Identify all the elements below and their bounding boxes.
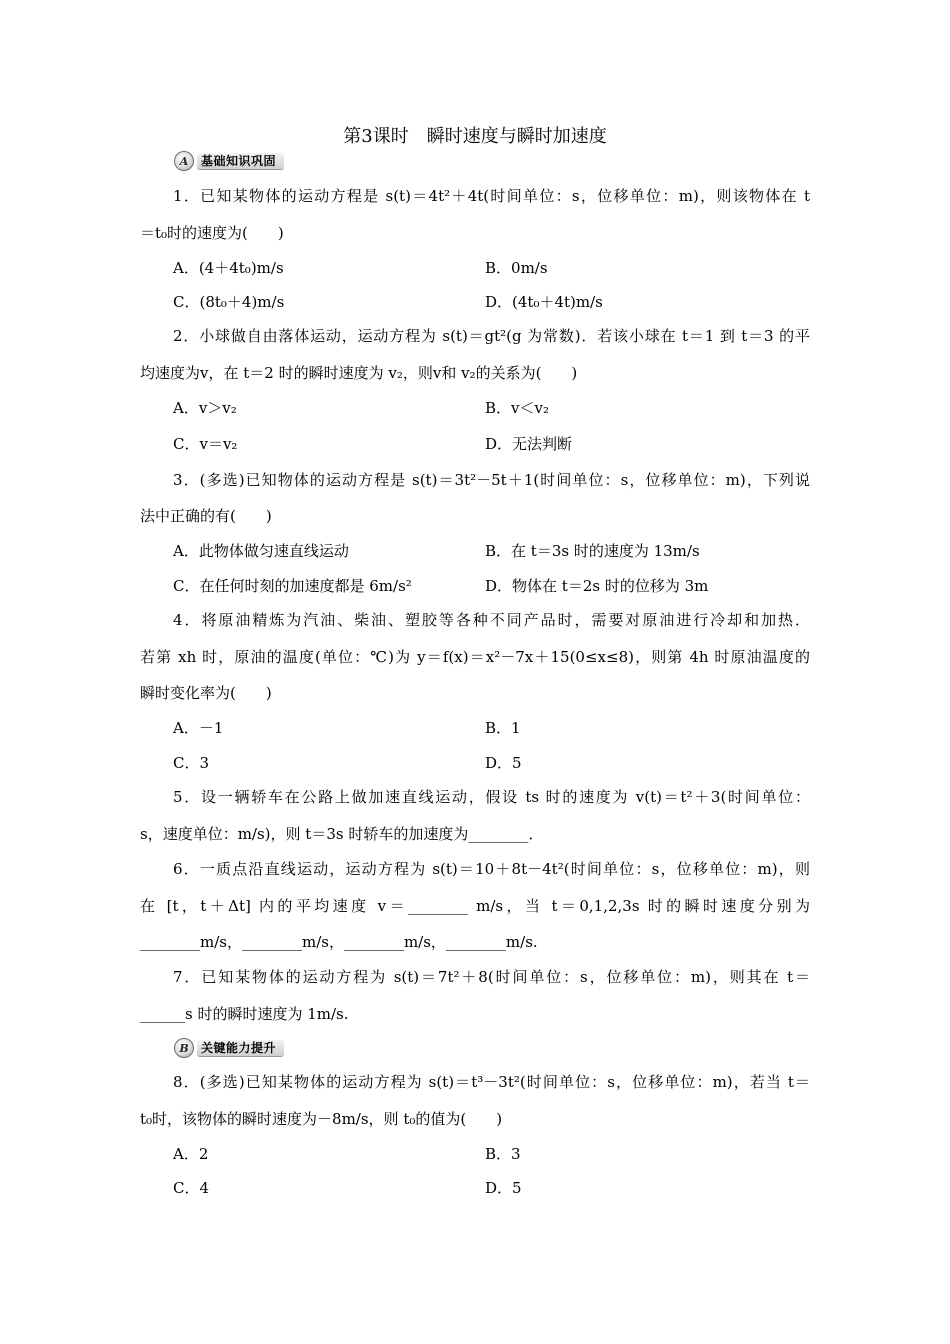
question-8-line-2: t₀时，该物体的瞬时速度为－8m/s，则 t₀的值为( ) xyxy=(140,1110,503,1128)
section-badge-basic xyxy=(174,151,292,171)
section-letter-icon: B xyxy=(174,1038,194,1058)
question-1-line-1: 1．已知某物体的运动方程是 s(t)＝4t²＋4t(时间单位：s，位移单位：m)，则该物体在 t xyxy=(173,187,810,205)
question-6-line-2: 在 [t，t＋Δt] 内的平均速度 v＝________ m/s，当 t＝0,1,2,3s 时的瞬时速度分别为 xyxy=(140,897,810,915)
question-8-option-d: D．5 xyxy=(485,1179,522,1197)
question-1-line-2: ＝t₀时的速度为( ) xyxy=(140,224,284,242)
question-4-line-1: 4．将原油精炼为汽油、柴油、塑胶等各种不同产品时，需要对原油进行冷却和加热． xyxy=(173,611,810,629)
question-6-line-3: ________m/s，________m/s，________m/s，________m/s. xyxy=(140,933,538,951)
question-5-line-1: 5．设一辆轿车在公路上做加速直线运动，假设 ts 时的速度为 v(t)＝t²＋3(时间单位： xyxy=(173,788,810,806)
section-letter-icon: A xyxy=(174,151,194,171)
question-2-line-1: 2．小球做自由落体运动，运动方程为 s(t)＝gt²(g 为常数)．若该小球在 t＝1 到 t＝3 的平 xyxy=(173,327,810,345)
question-8-option-c: C．4 xyxy=(173,1179,210,1197)
question-3-line-1: 3．(多选)已知物体的运动方程是 s(t)＝3t²－5t＋1(时间单位：s，位移单位：m)，下列说 xyxy=(173,471,810,489)
question-3-option-c: C．在任何时刻的加速度都是 6m/s² xyxy=(173,577,412,595)
question-2-option-a: A．v＞v₂ xyxy=(173,399,237,417)
question-3-option-d: D．物体在 t＝2s 时的位移为 3m xyxy=(485,577,709,595)
question-3-line-2: 法中正确的有( ) xyxy=(140,507,272,525)
section-label: 基础知识巩固 xyxy=(197,153,284,170)
question-4-option-c: C．3 xyxy=(173,754,210,772)
question-2-option-b: B．v＜v₂ xyxy=(485,399,549,417)
question-4-line-3: 瞬时变化率为( ) xyxy=(140,684,272,702)
section-label: 关键能力提升 xyxy=(197,1040,284,1057)
question-8-line-1: 8．(多选)已知某物体的运动方程为 s(t)＝t³－3t²(时间单位：s，位移单位：m)，若当 t＝ xyxy=(173,1073,810,1091)
question-8-option-b: B．3 xyxy=(485,1145,521,1163)
question-7-line-1: 7．已知某物体的运动方程为 s(t)＝7t²＋8(时间单位：s，位移单位：m)，则其在 t＝ xyxy=(173,968,810,986)
question-5-line-2: s，速度单位：m/s)，则 t＝3s 时轿车的加速度为________． xyxy=(140,825,544,843)
question-2-line-2: 均速度为v，在 t＝2 时的瞬时速度为 v₂，则v和 v₂的关系为( ) xyxy=(140,364,578,382)
question-1-option-c: C．(8t₀＋4)m/s xyxy=(173,293,285,311)
question-1-option-d: D．(4t₀＋4t)m/s xyxy=(485,293,603,311)
question-2-option-d: D．无法判断 xyxy=(485,435,573,453)
question-6-line-1: 6．一质点沿直线运动，运动方程为 s(t)＝10＋8t－4t²(时间单位：s，位移单位：m)，则 xyxy=(173,860,810,878)
question-3-option-b: B．在 t＝3s 时的速度为 13m/s xyxy=(485,542,700,560)
question-4-line-2: 若第 xh 时，原油的温度(单位：℃)为 y＝f(x)＝x²－7x＋15(0≤x≤8)，则第 4h 时原油温度的 xyxy=(140,648,810,666)
section-badge-advanced xyxy=(174,1038,292,1058)
question-7-line-2: ______s 时的瞬时速度为 1m/s. xyxy=(140,1005,349,1023)
question-1-option-a: A．(4＋4t₀)m/s xyxy=(173,259,284,277)
question-8-option-a: A．2 xyxy=(173,1145,209,1163)
question-4-option-b: B．1 xyxy=(485,719,521,737)
question-2-option-c: C．v＝v₂ xyxy=(173,435,238,453)
question-4-option-a: A．－1 xyxy=(173,719,224,737)
question-3-option-a: A．此物体做匀速直线运动 xyxy=(173,542,349,560)
question-4-option-d: D．5 xyxy=(485,754,522,772)
question-1-option-b: B．0m/s xyxy=(485,259,548,277)
page-title: 第3课时 瞬时速度与瞬时加速度 xyxy=(343,126,607,147)
